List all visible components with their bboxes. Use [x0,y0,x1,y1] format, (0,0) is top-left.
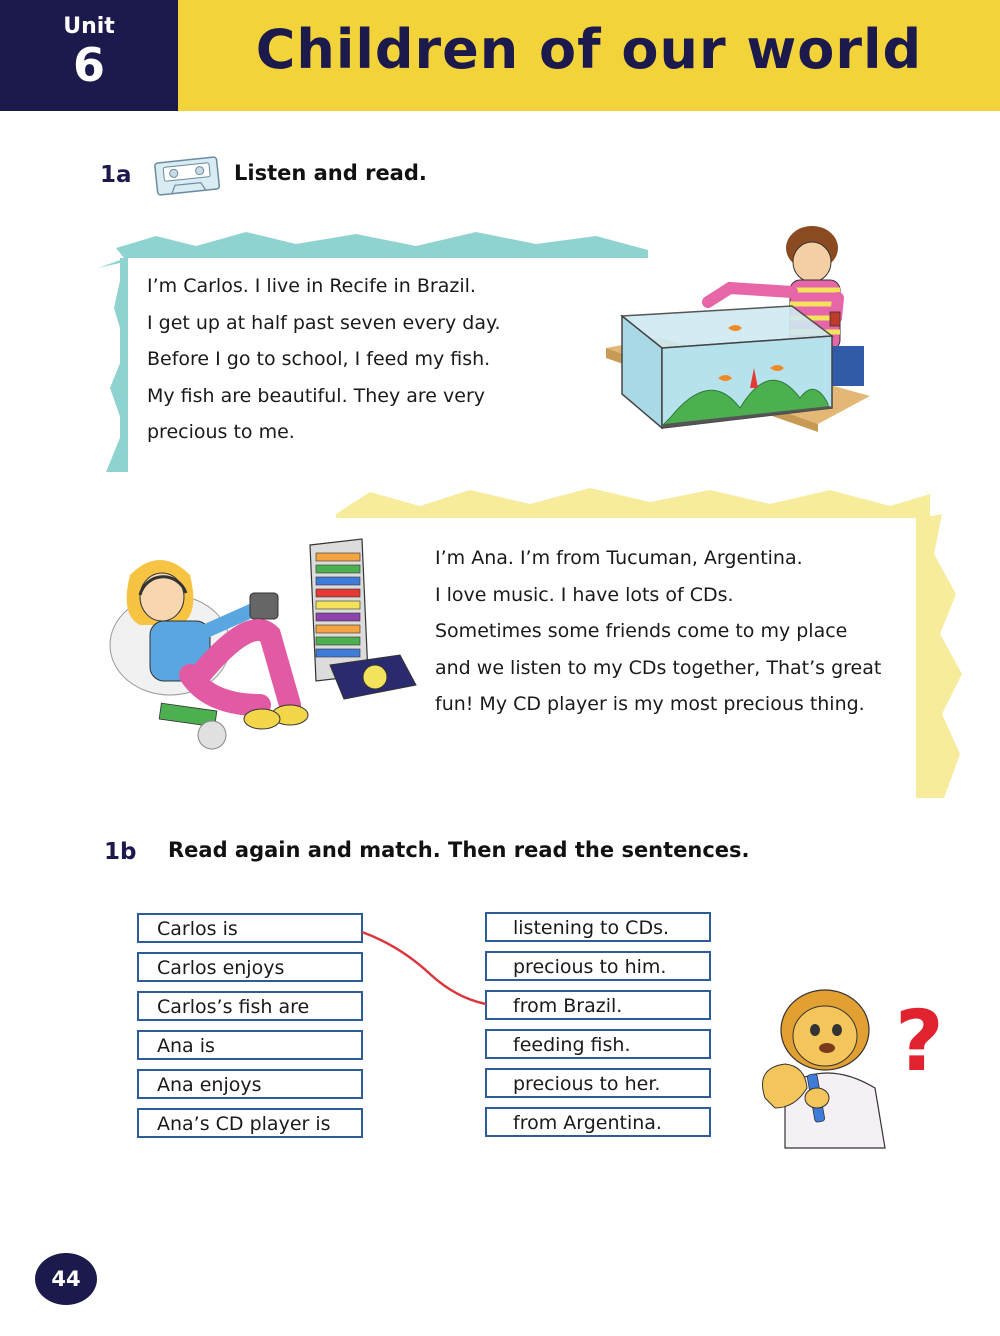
title-bar [178,0,1000,111]
carlos-line: Before I go to school, I feed my fish. [147,348,491,370]
match-left-item[interactable]: Ana is [137,1030,363,1060]
ana-line: I’m Ana. I’m from Tucuman, Argentina. [435,547,803,569]
unit-badge [0,0,178,111]
page-title: Children of our world [255,18,923,81]
ana-paragraph [435,540,881,723]
match-right-item[interactable]: precious to her. [485,1068,711,1098]
unit-number: 6 [72,38,105,92]
ana-line: fun! My CD player is my most precious thing. [435,693,865,715]
page-number: 44 [35,1253,97,1305]
exercise-1b-number: 1b [104,839,137,865]
match-left-item[interactable]: Carlos’s fish are [137,991,363,1021]
ana-line: and we listen to my CDs together, That’s great [435,656,882,679]
ana-line: Sometimes some friends come to my place [435,620,848,642]
match-left-item[interactable]: Ana’s CD player is [137,1108,363,1138]
carlos-paragraph [147,268,501,451]
example-match-line [360,926,490,1010]
boy-feeding-fish-illustration [600,218,900,448]
girl-listening-music-illustration [100,535,430,760]
exercise-1b-instruction: Read again and match. Then read the sentences. [168,838,750,862]
exercise-1a-instruction: Listen and read. [234,161,427,185]
match-left-item[interactable]: Carlos enjoys [137,952,363,982]
cassette-tape-icon [152,152,222,198]
lion-mascot-illustration [745,978,960,1153]
match-left-item[interactable]: Ana enjoys [137,1069,363,1099]
match-right-item[interactable]: from Brazil. [485,990,711,1020]
carlos-line: I get up at half past seven every day. [147,311,501,334]
match-right-item[interactable]: from Argentina. [485,1107,711,1137]
exercise-1a-number: 1a [100,162,132,188]
carlos-line: precious to me. [147,421,295,443]
match-left-item[interactable]: Carlos is [137,913,363,943]
match-right-item[interactable]: feeding fish. [485,1029,711,1059]
question-mark: ? [895,992,944,1090]
match-right-item[interactable]: precious to him. [485,951,711,981]
ana-line: I love music. I have lots of CDs. [435,583,734,606]
match-right-item[interactable]: listening to CDs. [485,912,711,942]
unit-label: Unit [63,14,115,39]
carlos-line: My fish are beautiful. They are very [147,384,486,407]
carlos-line: I’m Carlos. I live in Recife in Brazil. [147,275,476,297]
